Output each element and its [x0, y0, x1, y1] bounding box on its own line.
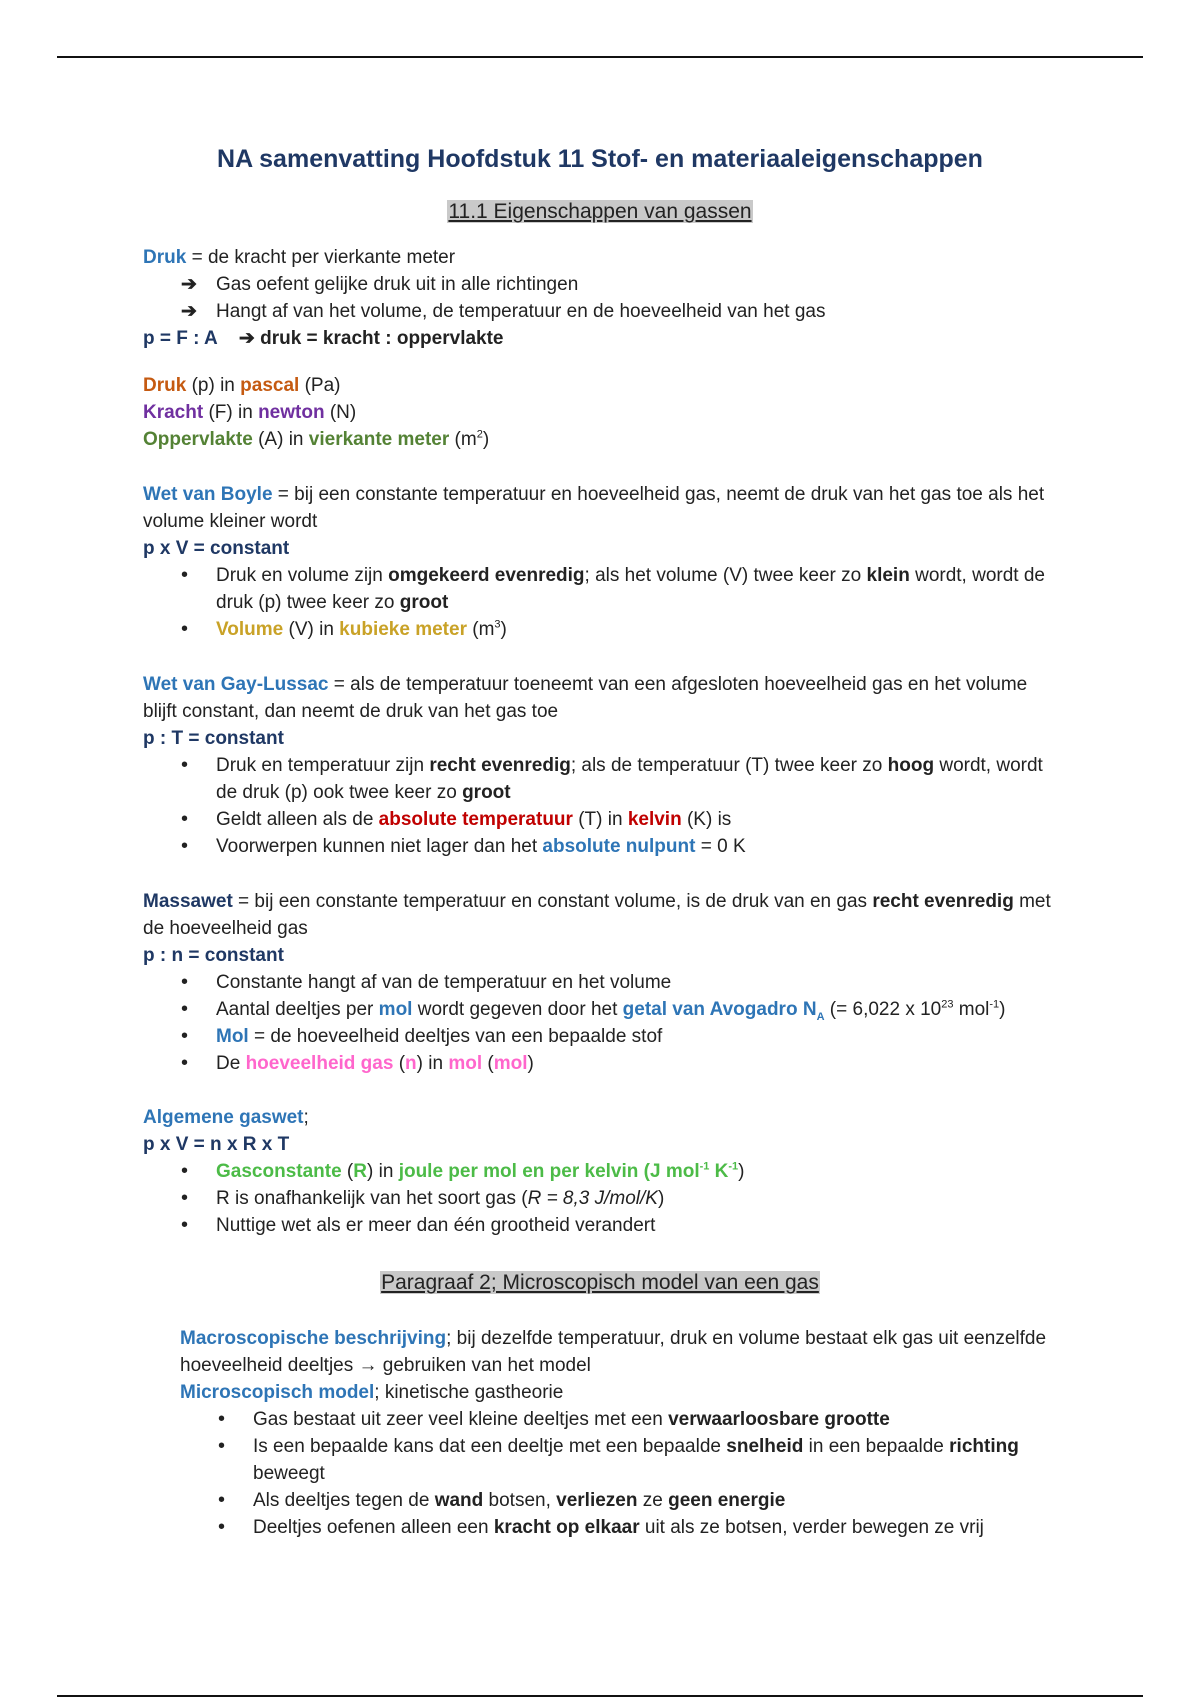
arrow-icon: ➔ — [238, 328, 255, 349]
page-title: NA samenvatting Hoofdstuk 11 Stof- en materiaaleigenschappen — [217, 145, 983, 173]
gaswet-formula: p x V = n x R x T — [143, 1134, 290, 1155]
druk-formula: p = F : A ➔ druk = kracht : oppervlakte — [143, 328, 504, 349]
boyle-formula: p x V = constant — [143, 538, 290, 559]
arrow-icon: ➔ — [181, 301, 197, 322]
micro-bullet-3: • Als deeltjes tegen de wand botsen, verliezen ze geen energie — [180, 1487, 1080, 1514]
druk-point-1: ➔ Gas oefent gelijke druk uit in alle richtingen — [143, 271, 1063, 298]
massawet-formula: p : n = constant — [143, 945, 284, 966]
section-heading-gases: 11.1 Eigenschappen van gassen — [448, 200, 752, 223]
micro-block: Macroscopische beschrijving; bij dezelfde temperatuur, druk en volume bestaat elk gas uit eenzelfde hoeveelheid deeltjes → gebruiken van het model Microscopisch model; kinetische gastheorie • Gas bestaat uit zeer veel kleine deeltjes met een verwaarloosbare grootte • Is een bepaalde kans dat een deeltje met een bepaalde snelheid in een bepaalde richting beweegt • Als deeltjes tegen de wand botsen, verliezen ze geen energie • Deeltjes oefenen alleen een kracht op elkaar uit als ze botsen, verder bewegen ze vrij — [180, 1325, 1080, 1541]
gaswet-block: Algemene gaswet; p x V = n x R x T • Gasconstante (R) in joule per mol en per kelvin (J mol$^{-1}$ $K^{-1}$) • R is onafhankelijk van het soort gas (R = 8,3 J/mol/K) • Nuttige wet als er meer dan één grootheid verandert — [143, 1104, 1063, 1239]
arrow-icon: ➔ — [181, 274, 197, 295]
gaylussac-bullet-2: • Geldt alleen als de absolute temperatuur (T) in kelvin (K) is — [143, 806, 1063, 833]
massawet-bullet-4: • De hoeveelheid gas (n) in mol (mol) — [143, 1050, 1063, 1077]
gaylussac-bullet-1: • Druk en temperatuur zijn recht evenredig; als de temperatuur (T) twee keer zo hoog wordt, wordt de druk (p) ook twee keer zo groot — [143, 752, 1063, 806]
boyle-bullet-2: • Volume (V) in kubieke meter $(m^3)$ — [143, 616, 1063, 643]
gaylussac-block: Wet van Gay-Lussac = als de temperatuur toeneemt van een afgesloten hoeveelheid gas en het volume blijft constant, dan neemt de druk van het gas toe p : T = constant • Druk en temperatuur zijn recht evenredig; als de temperatuur (T) twee keer zo hoog wordt, wordt de druk (p) ook twee keer zo groot • Geldt alleen als de absolute temperatuur (T) in kelvin (K) is • Voorwerpen kunnen niet lager dan het absolute nulpunt = 0 K — [143, 671, 1063, 860]
units-block: Druk (p) in pascal (Pa) Kracht (F) in newton (N) Oppervlakte (A) in vierkante meter $(m^2)$ — [143, 375, 490, 450]
gaswet-bullet-3: • Nuttige wet als er meer dan één grootheid verandert — [143, 1212, 1063, 1239]
micro-bullet-2: • Is een bepaalde kans dat een deeltje met een bepaalde snelheid in een bepaalde richting beweegt — [180, 1433, 1080, 1487]
micro-bullet-4: • Deeltjes oefenen alleen een kracht op elkaar uit als ze botsen, verder bewegen ze vrij — [180, 1514, 1080, 1541]
massawet-bullet-3: • Mol = de hoeveelheid deeltjes van een bepaalde stof — [143, 1023, 1063, 1050]
boyle-block: Wet van Boyle = bij een constante temperatuur en hoeveelheid gas, neemt de druk van het gas toe als het volume kleiner wordt p x V = constant • Druk en volume zijn omgekeerd evenredig; als het volume (V) twee keer zo klein wordt, wordt de druk (p) twee keer zo groot • Volume (V) in kubieke meter $(m^3)$ — [143, 481, 1063, 643]
gaswet-bullet-2: • R is onafhankelijk van het soort gas (R = 8,3 J/mol/K) — [143, 1185, 1063, 1212]
massawet-bullet-2: • Aantal deeltjes per mol wordt gegeven door het getal van Avogadro $N_A$ (= 6,022 x $10^{23}$ mol$^{-1}$) — [143, 996, 1063, 1023]
druk-block: Druk = de kracht per vierkante meter ➔ Gas oefent gelijke druk uit in alle richtingen ➔ Hangt af van het volume, de temperatuur en de hoeveelheid van het gas p = F : A ➔ druk = kracht : oppervlakte — [143, 244, 1063, 352]
gaylussac-bullet-3: • Voorwerpen kunnen niet lager dan het absolute nulpunt = 0 K — [143, 833, 1063, 860]
massawet-block: Massawet = bij een constante temperatuur en constant volume, is de druk van en gas recht evenredig met de hoeveelheid gas p : n = constant • Constante hangt af van de temperatuur en het volume • Aantal deeltjes per mol wordt gegeven door het getal van Avogadro $N_A$ (= 6,022 x $10^{23}$ mol$^{-1}$) • Mol = de hoeveelheid deeltjes van een bepaalde stof • De hoeveelheid gas (n) in mol (mol) — [143, 888, 1063, 1077]
section-heading-microscopic: Paragraaf 2; Microscopisch model van een gas — [381, 1271, 819, 1294]
massawet-bullet-1: • Constante hangt af van de temperatuur en het volume — [143, 969, 1063, 996]
druk-point-2: ➔ Hangt af van het volume, de temperatuur en de hoeveelheid van het gas — [143, 298, 1063, 325]
gaswet-bullet-1: • Gasconstante (R) in joule per mol en per kelvin (J mol$^{-1}$ $K^{-1}$) — [143, 1158, 1063, 1185]
footer-rule — [57, 1695, 1143, 1697]
gaylussac-formula: p : T = constant — [143, 728, 284, 749]
micro-bullet-1: • Gas bestaat uit zeer veel kleine deeltjes met een verwaarloosbare grootte — [180, 1406, 1080, 1433]
header-rule — [57, 56, 1143, 58]
boyle-bullet-1: • Druk en volume zijn omgekeerd evenredig; als het volume (V) twee keer zo klein wordt, wordt de druk (p) twee keer zo groot — [143, 562, 1063, 616]
